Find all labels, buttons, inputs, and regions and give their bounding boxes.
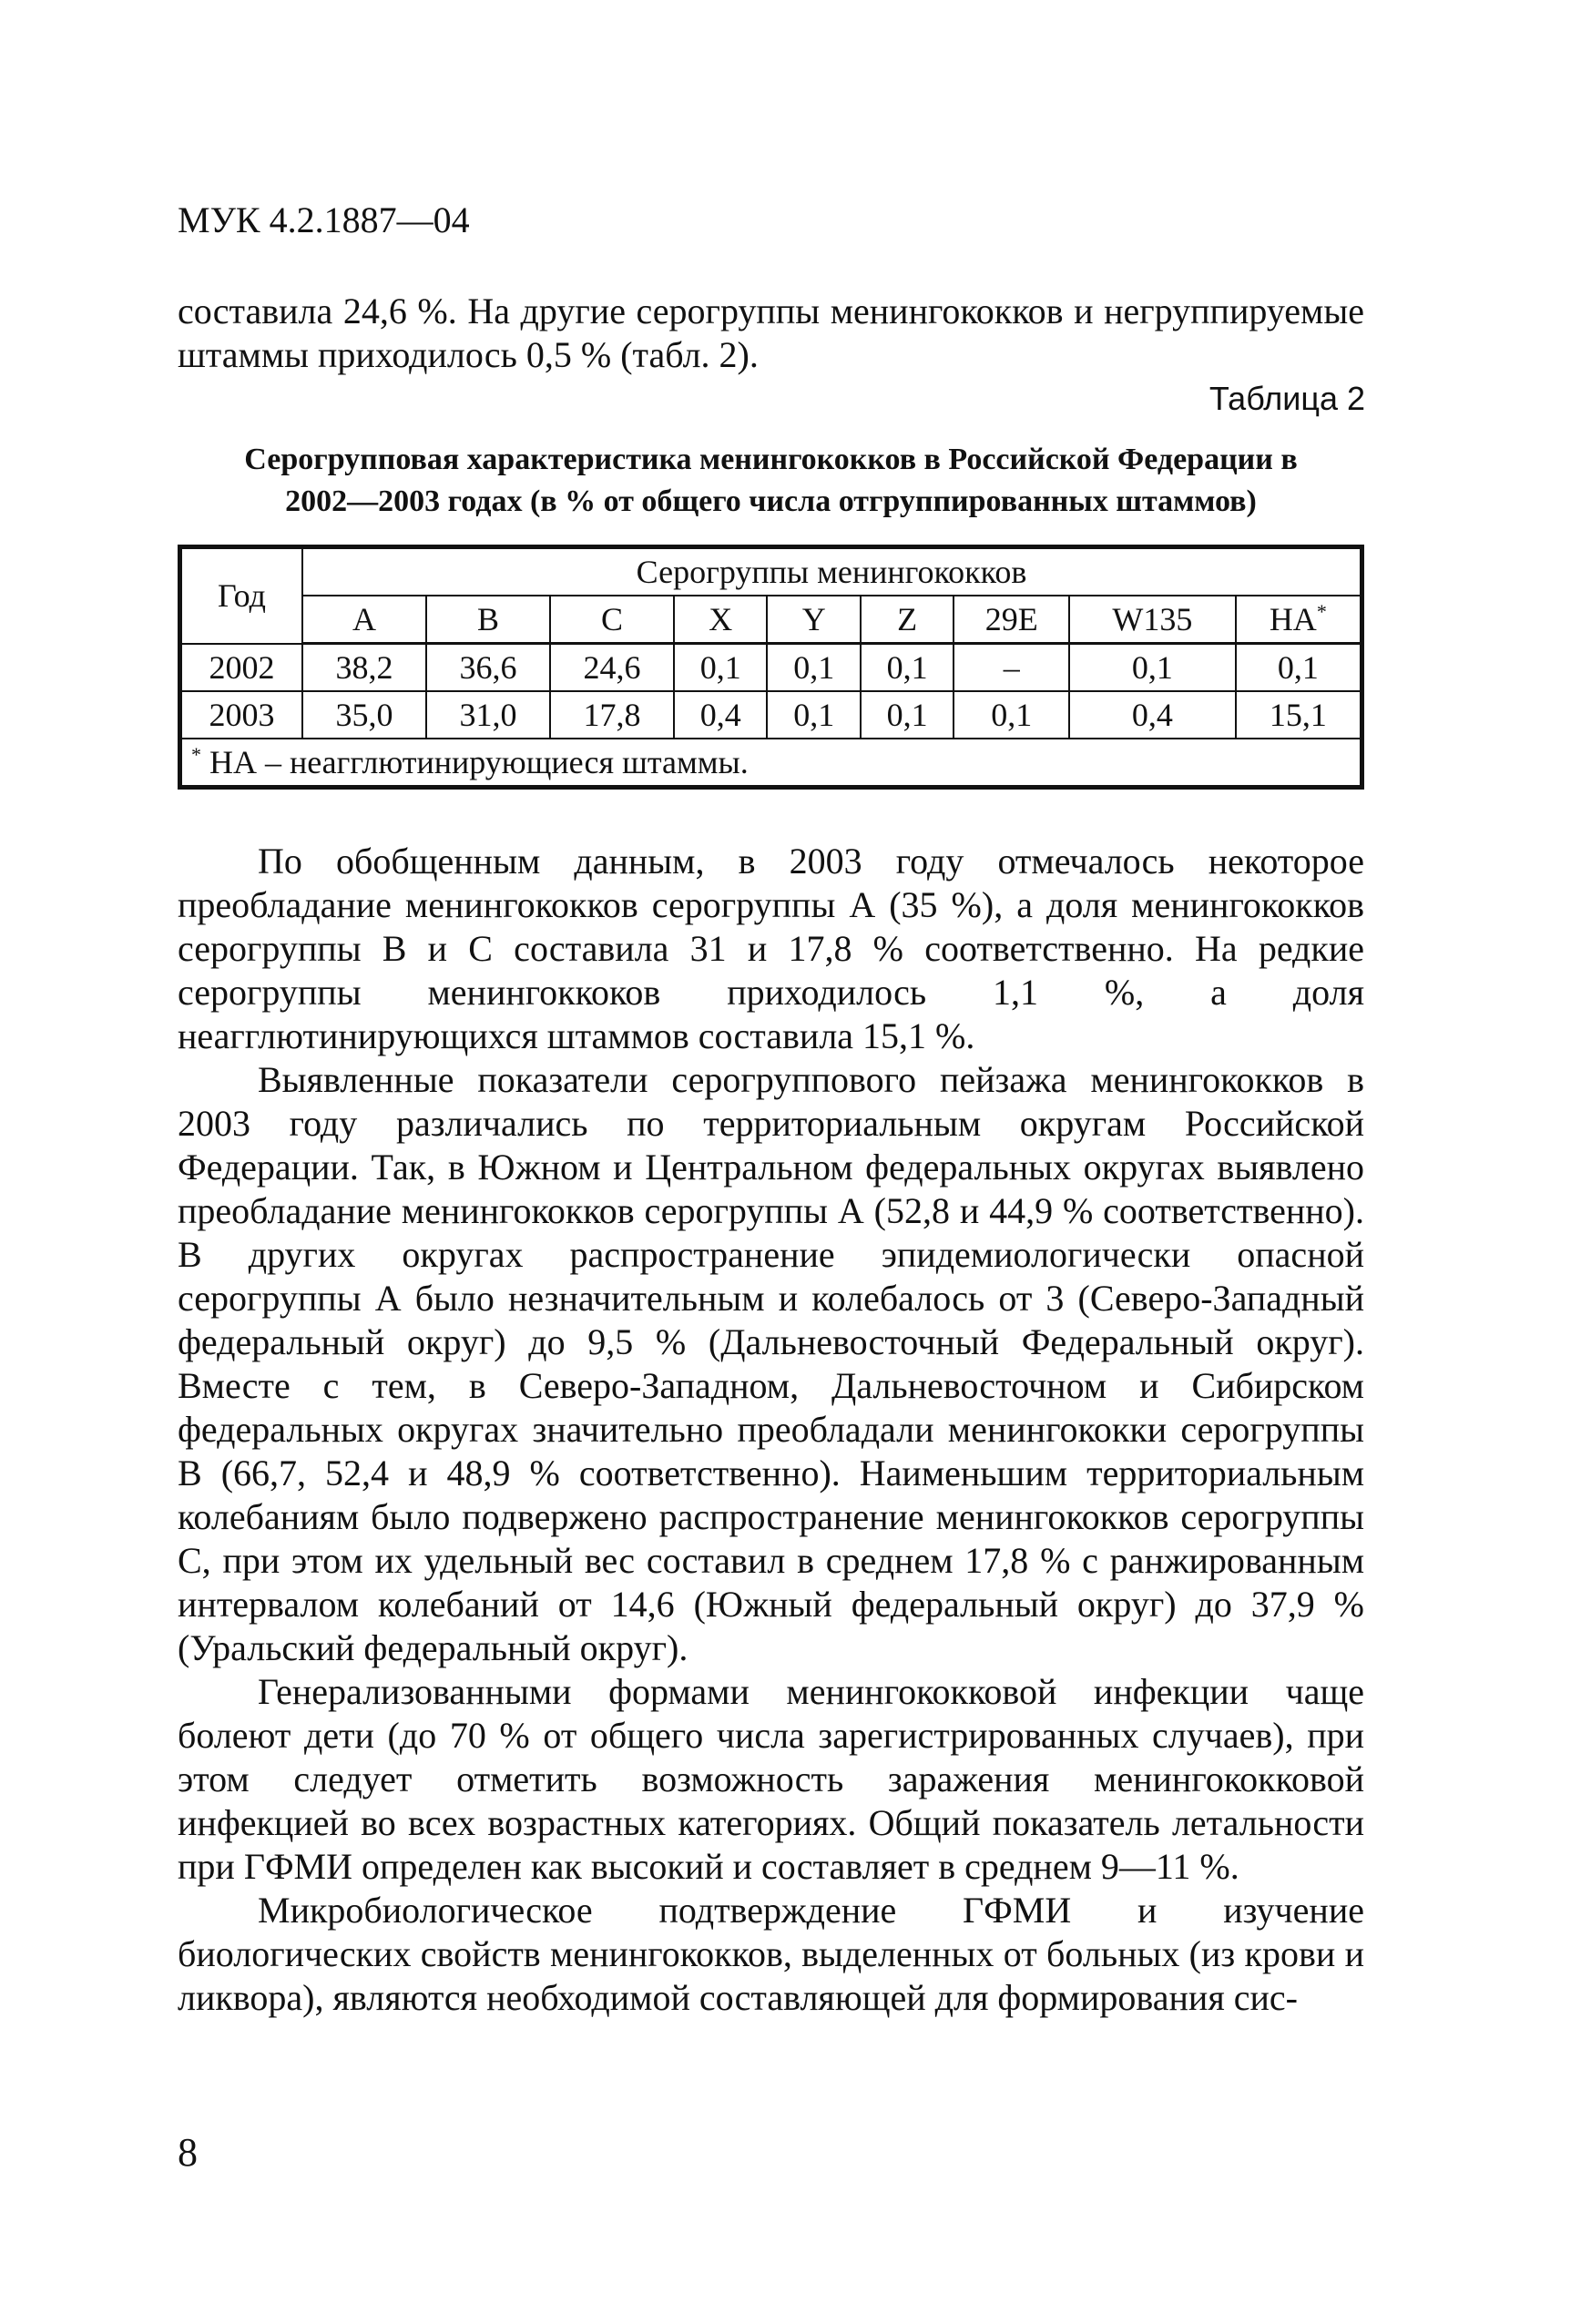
column-header-label: НА [1269, 601, 1317, 637]
table-cell: 0,1 [767, 691, 860, 739]
footnote-text: НА – неагглютинирующиеся штаммы. [209, 744, 749, 780]
table-cell: 0,1 [674, 644, 767, 692]
column-header-na [1236, 596, 1362, 644]
table-cell: – [954, 644, 1069, 692]
table-cell: 17,8 [550, 691, 674, 739]
group-header-cell: Серогруппы менингококков [302, 547, 1362, 596]
paragraph: По обобщенным данным, в 2003 году отмечалось некоторое преобладание менингококков серогруппы А (35 %), а доля менингококков серогруппы В и С составила 31 и 17,8 % соответственно. На редкие серогруппы менингоккоков приходилось 1,1 %, а доля неагглютинирующихся штаммов составила 15,1 %. [178, 841, 1364, 1056]
table-row [180, 691, 1362, 739]
paragraph: Генерализованными формами менингококковой инфекции чаще болеют дети (до 70 % от общего числа зарегистрированных случаев), при этом следует отметить возможность заражения менингококковой инфекцией во всех возрастных категориях. Общий показатель летальности при ГФМИ определен как высокий и составляет в среднем 9—11 %. [178, 1671, 1364, 1887]
table-header-row [180, 547, 1362, 596]
intro-block [178, 290, 1364, 377]
table-cell: 0,1 [1069, 644, 1236, 692]
table-label: Таблица 2 [1209, 380, 1365, 417]
column-header: W135 [1069, 596, 1236, 644]
table-title [178, 439, 1364, 523]
table-cell: 0,4 [1069, 691, 1236, 739]
intro-paragraph: составила 24,6 %. На другие серогруппы менингококков и негруппируемые штаммы приходилось 0,5 % (табл. 2). [178, 290, 1364, 375]
column-header: 29E [954, 596, 1069, 644]
table-cell: 36,6 [426, 644, 550, 692]
table-cell: 0,1 [954, 691, 1069, 739]
table-cell: 31,0 [426, 691, 550, 739]
table-cell: 0,1 [861, 644, 954, 692]
footnote-mark: * [1316, 600, 1327, 623]
table-cell: 35,0 [302, 691, 426, 739]
serogroup-table [178, 545, 1364, 790]
year-cell: 2002 [180, 644, 303, 692]
year-header-cell: Год [180, 547, 303, 644]
table-cell: 38,2 [302, 644, 426, 692]
column-header: Y [767, 596, 860, 644]
column-header: Z [861, 596, 954, 644]
table-cell: 15,1 [1236, 691, 1362, 739]
footnote-mark: * [191, 743, 201, 766]
column-header: B [426, 596, 550, 644]
table-title-line-2: 2002—2003 годах (в % от общего числа отгруппированных штаммов) [285, 484, 1257, 518]
body-text [178, 840, 1364, 2020]
page-number: 8 [178, 2130, 198, 2175]
table-row [180, 644, 1362, 692]
column-header: A [302, 596, 426, 644]
table-cell: 0,1 [1236, 644, 1362, 692]
table-cell: 0,1 [767, 644, 860, 692]
paragraph: Выявленные показатели серогруппового пейзажа менингококков в 2003 году различались по территориальным округам Российской Федерации. Так, в Южном и Центральном федеральных округах выявлено преобладание менингококков серогруппы А (52,8 и 44,9 % соответственно). В других округах распространение эпидемиологически опасной серогруппы А было незначительным и колебалось от 3 (Северо-Западный федеральный округ) до 9,5 % (Дальневосточный Федеральный округ). Вместе с тем, в Северо-Западном, Дальневосточном и Сибирском федеральных округах значительно преобладали менингококки серогруппы В (66,7, 52,4 и 48,9 % соответственно). Наименьшим территориальным колебаниям было подвержено распространение менингококков серогруппы С, при этом их удельный вес составил в среднем 17,8 % с ранжированным интервалом колебаний от 14,6 (Южный федеральный округ) до 37,9 % (Уральский федеральный округ). [178, 1059, 1364, 1668]
table-cell: 24,6 [550, 644, 674, 692]
table-columns-row [180, 596, 1362, 644]
paragraph: Микробиологическое подтверждение ГФМИ и изучение биологических свойств менингококков, выделенных от больных (из крови и ликвора), являются необходимой составляющей для формирования сис- [178, 1890, 1364, 2018]
table-footnote-row [180, 739, 1362, 788]
table-cell: 0,1 [861, 691, 954, 739]
document-code-header: МУК 4.2.1887—04 [178, 199, 470, 240]
year-cell: 2003 [180, 691, 303, 739]
column-header: X [674, 596, 767, 644]
table-cell: 0,4 [674, 691, 767, 739]
table-footnote [180, 739, 1362, 788]
table-title-line-1: Серогрупповая характеристика менингококков в Российской Федерации в [244, 443, 1298, 476]
column-header: C [550, 596, 674, 644]
